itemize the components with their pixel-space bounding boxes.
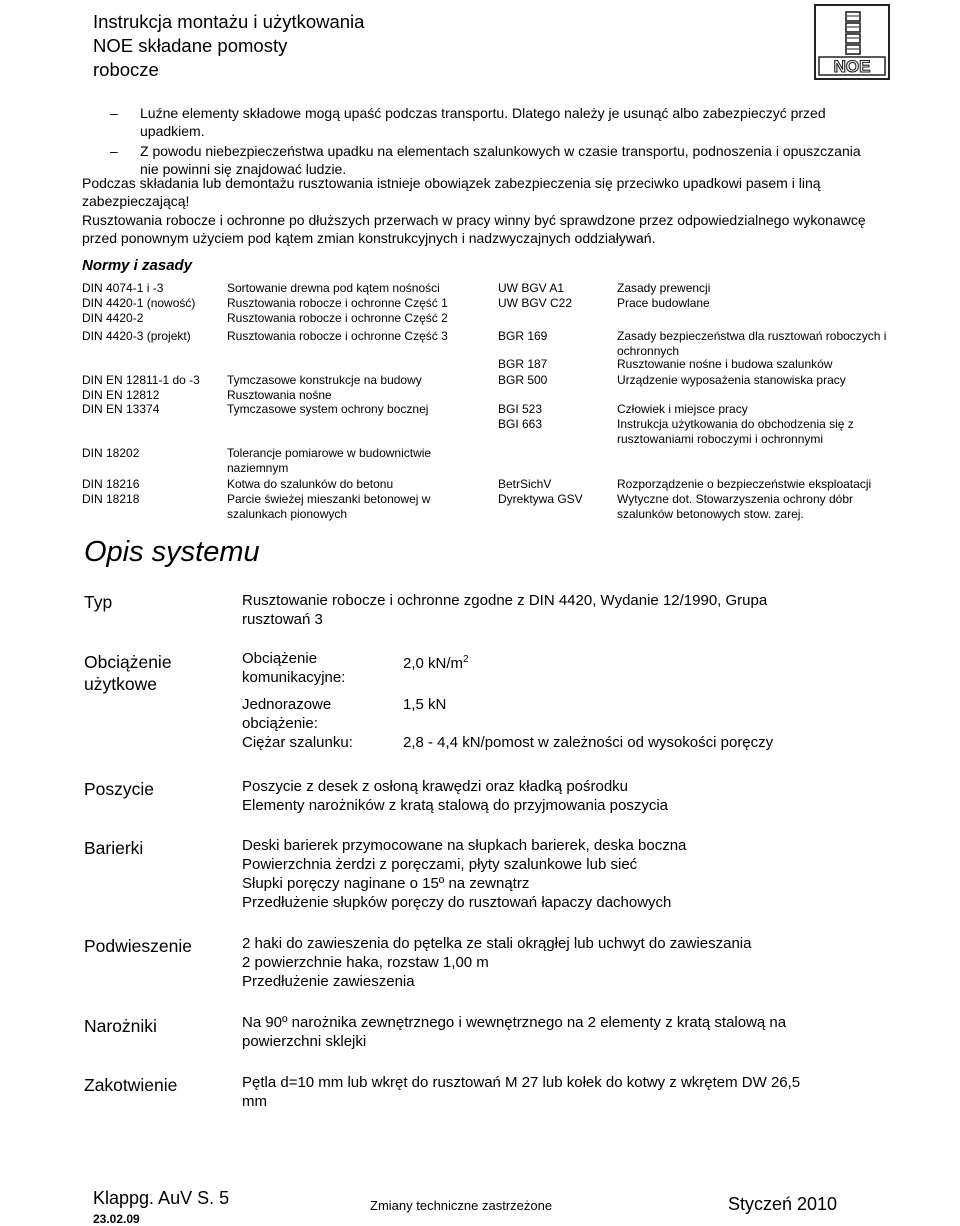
barierki-label: Barierki [84, 838, 144, 858]
norm-code: DIN 4420-3 (projekt) [82, 329, 191, 343]
norm-code: BGR 187 [498, 357, 548, 371]
norm-desc: Rusztowanie nośne i budowa szalunków [617, 357, 833, 371]
narozniki-text: Na 90º narożnika zewnętrznego i wewnętrznego na 2 elementy z kratą stalową na powierzchni sklejki [242, 1014, 787, 1050]
norm-code: BGR 500 [498, 373, 548, 387]
norm-desc: Człowiek i miejsce pracy [617, 402, 748, 416]
safety-paragraphs [82, 174, 882, 248]
norm-desc: Tymczasowe system ochrony bocznej [227, 402, 429, 416]
norm-desc: Prace budowlane [617, 296, 710, 310]
load-value-1: 2,0 $kN/m^2$ [403, 654, 469, 672]
norm-code: DIN 4074-1 i -3 [82, 281, 164, 295]
noe-logo [814, 4, 890, 80]
logo-text: NOE [833, 57, 871, 76]
norm-desc: Rusztowania robocze i ochronne Część 3 [227, 329, 448, 343]
norm-code: DIN 18216 [82, 477, 140, 491]
poszycie-text: Poszycie z desek z osłoną krawędzi oraz kładką pośrodku Elementy narożników z kratą stalową do przyjmowania poszycia [242, 778, 669, 814]
norm-code: DIN EN 13374 [82, 402, 160, 416]
norm-desc: Zasady bezpieczeństwa dla rusztowań roboczych i ochronnych [617, 329, 887, 358]
list-item: – Z powodu niebezpieczeństwa upadku na elementach szalunkowych w czasie transportu, podnoszenia i opuszczania nie powinni się znajdować ludzie. [110, 143, 861, 177]
norm-desc: Rusztowania nośne [227, 388, 332, 402]
norm-desc: Rusztowania robocze i ochronne Część 2 [227, 311, 448, 325]
norm-desc: Tolerancje pomiarowe w budownictwie naziemnym [227, 446, 432, 475]
bullet-text: Z powodu niebezpieczeństwa upadku na elementach szalunkowych w czasie transportu, podnoszenia i opuszczania nie powinni się znajdować ludzie. [140, 143, 861, 177]
header-line-3: robocze [93, 59, 159, 80]
footer-reference: Klappg. AuV S. 5 [93, 1188, 230, 1208]
footer-date: 23.02.09 [93, 1212, 140, 1226]
header-line-2: NOE składane pomosty [93, 35, 288, 56]
typ-label: Typ [84, 592, 113, 612]
norm-code: DIN EN 12812 [82, 388, 160, 402]
zakotwienie-label: Zakotwienie [84, 1075, 178, 1095]
norm-code: BetrSichV [498, 477, 552, 491]
norm-code: DIN 18218 [82, 492, 140, 506]
norm-code: UW BGV C22 [498, 296, 573, 310]
norm-desc: Instrukcja użytkowania do obchodzenia się z rusztowaniami roboczymi i ochronnymi [617, 417, 854, 446]
norm-desc: Sortowanie drewna pod kątem nośności [227, 281, 440, 295]
load-value-2: 1,5 kN [403, 696, 447, 713]
norm-code: DIN EN 12811-1 do -3 [82, 373, 200, 387]
norm-desc: Urządzenie wyposażenia stanowiska pracy [617, 373, 846, 387]
load-name-1: Obciążenie komunikacyjne: [242, 650, 346, 686]
load-label: Obciążenie użytkowe [84, 652, 172, 694]
paragraph: Rusztowania robocze i ochronne po dłuższych przerwach w pracy winny być sprawdzone przez odpowiedzialnego wykonawcę przed ponownym użyciem pod kątem zmian konstrukcyjnych i nadzwyczajnych oddziaływań. [82, 212, 866, 246]
barierki-text: Deski barierek przymocowane na słupkach barierek, deska boczna Powierzchnia żerdzi z poręczami, płyty szalunkowe lub sieć Słupki poręczy naginane o 15º na zewnątrz Przedłużenie słupków poręczy do rusztowań łapaczy dachowych [242, 837, 687, 911]
norm-code: BGI 523 [498, 402, 543, 416]
bullet-text: Luźne elementy składowe mogą upaść podczas transportu. Dlatego należy je usunąć albo zabezpieczyć przed upadkiem. [140, 105, 826, 139]
zakotwienie-text: Pętla d=10 mm lub wkręt do rusztowań M 27 lub kołek do kotwy z wkrętem DW 26,5 mm [242, 1074, 801, 1110]
section-title: Opis systemu [84, 536, 260, 568]
norm-code: DIN 4420-2 [82, 311, 144, 325]
typ-text: Rusztowanie robocze i ochronne zgodne z DIN 4420, Wydanie 12/1990, Grupa rusztowań 3 [242, 592, 768, 628]
norm-desc: Rozporządzenie o bezpieczeństwie eksploatacji [617, 477, 872, 491]
load-name-3: Ciężar szalunku: [242, 734, 353, 751]
norm-code: Dyrektywa GSV [498, 492, 583, 506]
paragraph: Podczas składania lub demontażu rusztowania istnieje obowiązek zabezpieczenia się przeciwko upadkowi pasem i liną zabezpieczającą! [82, 175, 821, 209]
podwieszenie-label: Podwieszenie [84, 936, 192, 956]
norm-desc: Wytyczne dot. Stowarzyszenia ochrony dóbr szalunków betonowych stow. zarej. [617, 492, 853, 521]
norm-desc: Tymczasowe konstrukcje na budowy [227, 373, 422, 387]
norm-desc: Zasady prewencji [617, 281, 711, 295]
load-value-3: 2,8 - 4,4 kN/pomost w zależności od wysokości poręczy [403, 734, 774, 751]
narozniki-label: Narożniki [84, 1016, 157, 1036]
norm-code: DIN 18202 [82, 446, 140, 460]
norm-desc: Kotwa do szalunków do betonu [227, 477, 394, 491]
podwieszenie-text: 2 haki do zawieszenia do pętelka ze stali okrągłej lub uchwyt do zawieszania 2 powierzchnie haka, rozstaw 1,00 m Przedłużenie zawieszenia [242, 935, 752, 990]
norm-code: BGI 663 [498, 417, 543, 431]
norm-desc: Parcie świeżej mieszanki betonowej w szalunkach pionowych [227, 492, 431, 521]
norm-code: DIN 4420-1 (nowość) [82, 296, 196, 310]
load-name-2: Jednorazowe obciążenie: [242, 696, 332, 732]
norm-desc: Rusztowania robocze i ochronne Część 1 [227, 296, 448, 310]
footer-month: Styczeń 2010 [728, 1194, 838, 1214]
norms-heading: Normy i zasady [82, 257, 193, 274]
document-header [93, 10, 364, 82]
norm-code: BGR 169 [498, 329, 548, 343]
norm-code: UW BGV A1 [498, 281, 565, 295]
header-line-1: Instrukcja montażu i użytkowania [93, 11, 365, 32]
footer-notice: Zmiany techniczne zastrzeżone [370, 1198, 553, 1213]
list-item: – Luźne elementy składowe mogą upaść podczas transportu. Dlatego należy je usunąć albo zabezpieczyć przed upadkiem. [110, 105, 826, 139]
warning-bullets [110, 104, 870, 180]
poszycie-label: Poszycie [84, 779, 155, 799]
